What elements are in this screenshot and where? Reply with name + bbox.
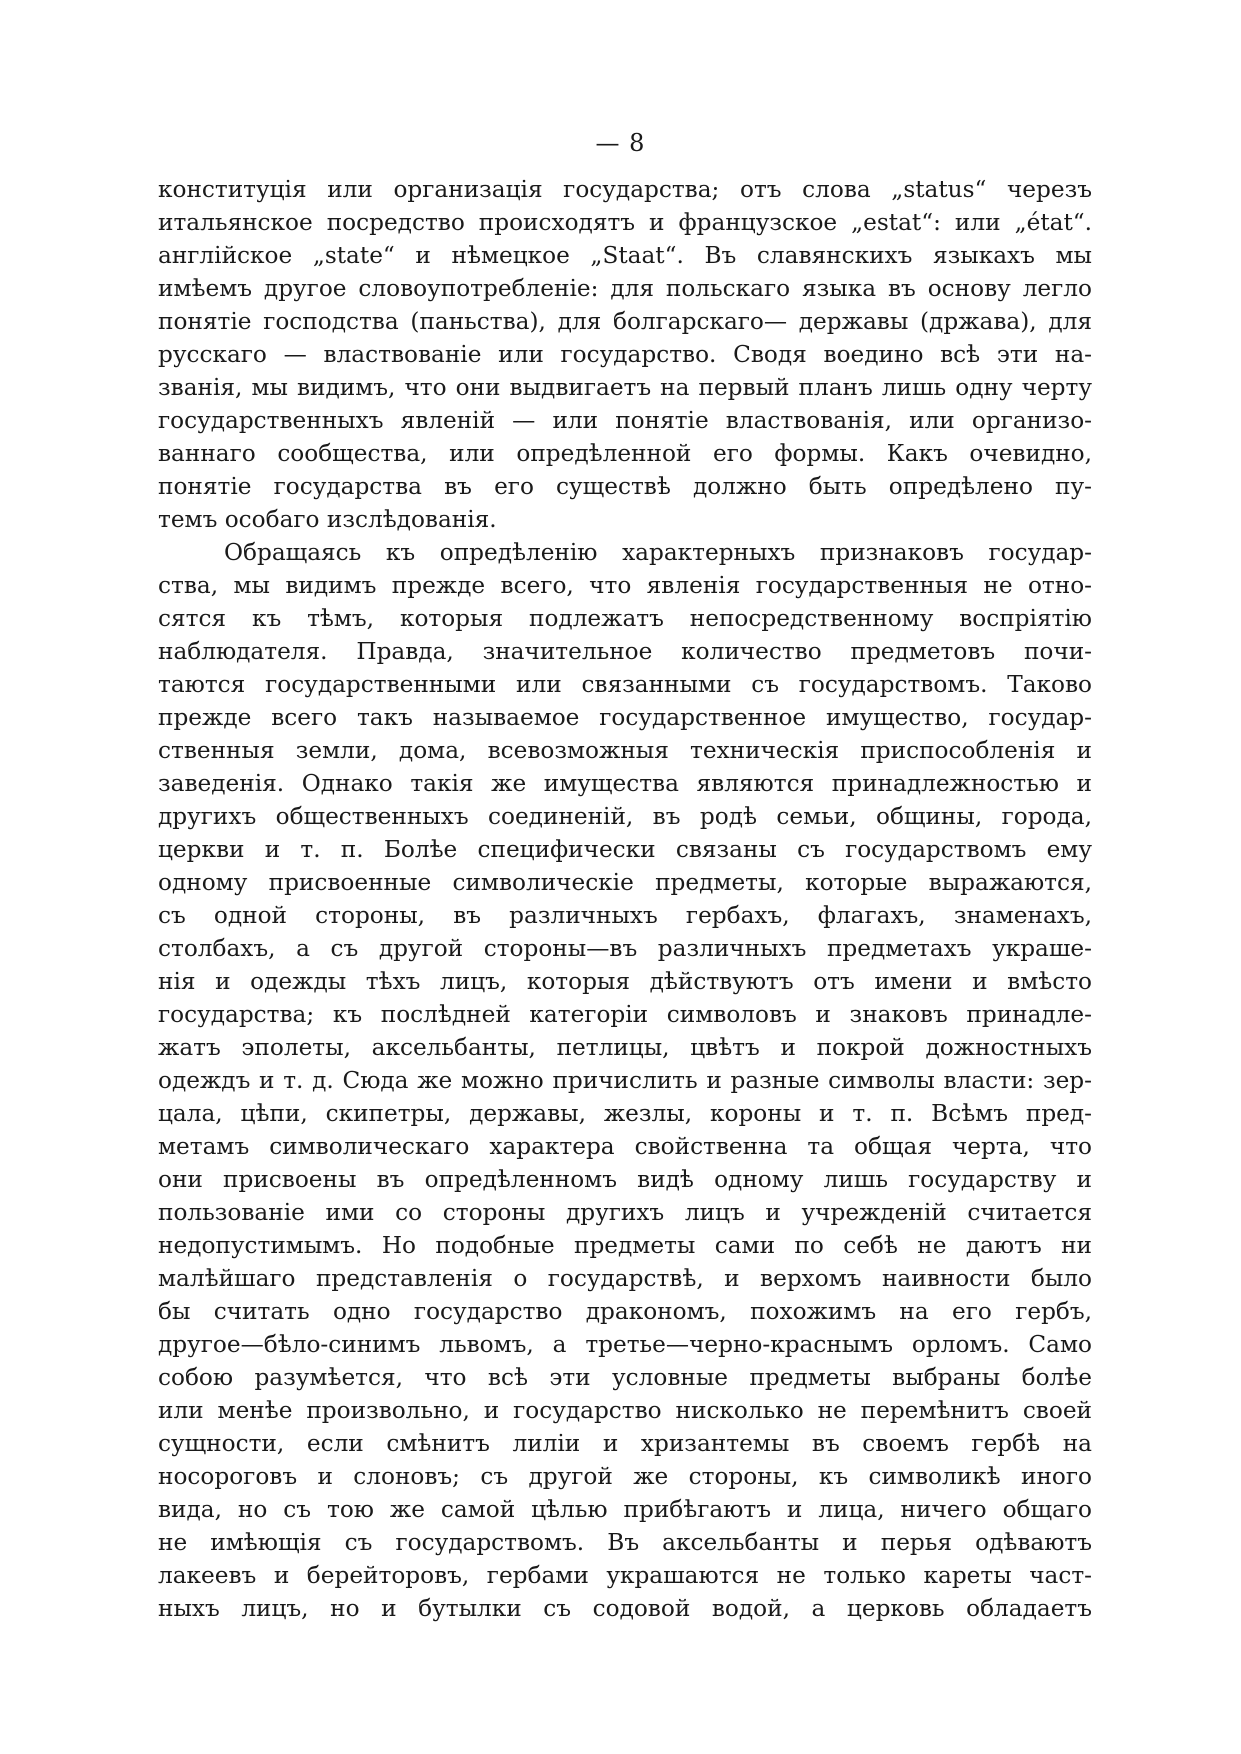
text-line: или менѣе произвольно, и государство нисколько не перемѣнитъ своей [158,1397,1092,1424]
text-line: они присвоены въ опредѣленномъ видѣ одному лишь государству и [158,1166,1092,1193]
text-line: съ одной стороны, въ различныхъ гербахъ, флагахъ, знаменахъ, [158,902,1092,929]
text-line: ственныя земли, дома, всевозможныя техническія приспособленія и [158,737,1092,764]
text-line: одеждъ и т. д. Сюда же можно причислить и разные символы власти: зер- [158,1067,1092,1094]
text-line: цала, цѣпи, скипетры, державы, жезлы, короны и т. п. Всѣмъ пред- [158,1100,1092,1127]
text-line: церкви и т. п. Болѣе специфически связаны съ государствомъ ему [158,836,1092,863]
text-line: малѣйшаго представленія о государствѣ, и верхомъ наивности было [158,1265,1092,1292]
text-line: не имѣющія съ государствомъ. Въ аксельбанты и перья одѣваютъ [158,1529,1092,1556]
text-line: бы считать одно государство дракономъ, похожимъ на его гербъ, [158,1298,1092,1325]
paragraph-1 [158,173,1092,536]
text-line: одному присвоенные символическіе предметы, которые выражаются, [158,869,1092,896]
text-line: лакеевъ и берейторовъ, гербами украшаются не только кареты част- [158,1562,1092,1589]
text-line: носороговъ и слоновъ; съ другой же стороны, къ символикѣ иного [158,1463,1092,1490]
text-line: званія, мы видимъ, что они выдвигаетъ на первый планъ лишь одну черту [158,374,1092,401]
text-line: собою разумѣется, что всѣ эти условные предметы выбраны болѣе [158,1364,1092,1391]
text-line: заведенія. Однако такія же имущества являются принадлежностью и [158,770,1092,797]
paragraph-2 [158,536,1092,1625]
body-text [158,173,1092,1625]
text-line: другое—бѣло-синимъ львомъ, а третье—черно-краснымъ орломъ. Само [158,1331,1092,1358]
text-line: ныхъ лицъ, но и бутылки съ содовой водой, а церковь обладаетъ [158,1595,1092,1622]
text-line: ства, мы видимъ прежде всего, что явленія государственныя не отно- [158,572,1092,599]
text-line: сятся къ тѣмъ, которыя подлежатъ непосредственному воспріятію [158,605,1092,632]
text-line: недопустимымъ. Но подобные предметы сами по себѣ не даютъ ни [158,1232,1092,1259]
text-line: понятіе господства (паньства), для болгарскаго— державы (држава), для [158,308,1092,335]
text-line: пользованіе ими со стороны другихъ лицъ и учрежденій считается [158,1199,1092,1226]
text-line: прежде всего такъ называемое государственное имущество, государ- [158,704,1092,731]
text-line: государственныхъ явленій — или понятіе властвованія, или организо- [158,407,1092,434]
text-line: понятіе государства въ его существѣ должно быть опредѣлено пу- [158,473,1092,500]
text-line: другихъ общественныхъ соединеній, въ родѣ семьи, общины, города, [158,803,1092,830]
text-line: англійское „state“ и нѣмецкое „Staat“. Въ славянскихъ языкахъ мы [158,242,1092,269]
text-line: вида, но съ тою же самой цѣлью прибѣгаютъ и лица, ничего общаго [158,1496,1092,1523]
text-line: Обращаясь къ опредѣленію характерныхъ признаковъ государ- [224,539,1092,566]
text-line: нія и одежды тѣхъ лицъ, которыя дѣйствуютъ отъ имени и вмѣсто [158,968,1092,995]
text-line: итальянское посредство происходятъ и французское „estat“: или „état“. [158,209,1092,236]
text-line: таются государственными или связанными съ государствомъ. Таково [158,671,1092,698]
text-line: столбахъ, а съ другой стороны—въ различныхъ предметахъ украше- [158,935,1092,962]
text-line: метамъ символическаго характера свойственна та общая черта, что [158,1133,1092,1160]
text-line: сущности, если смѣнитъ лиліи и хризантемы въ своемъ гербѣ на [158,1430,1092,1457]
text-line: ваннаго сообщества, или опредѣленной его формы. Какъ очевидно, [158,440,1092,467]
text-line: государства; къ послѣдней категоріи символовъ и знаковъ принадле- [158,1001,1092,1028]
text-line: конституція или организація государства; отъ слова „status“ черезъ [158,176,1092,203]
page-number: — 8 [595,129,646,157]
text-line: темъ особаго изслѣдованія. [158,506,497,533]
text-line: наблюдателя. Правда, значительное количество предметовъ почи- [158,638,1092,665]
text-line: жатъ эполеты, аксельбанты, петлицы, цвѣтъ и покрой дожностныхъ [158,1034,1092,1061]
text-line: имѣемъ другое словоупотребленіе: для польскаго языка въ основу легло [158,275,1092,302]
text-line: русскаго — властвованіе или государство. Сводя воедино всѣ эти на- [158,341,1092,368]
